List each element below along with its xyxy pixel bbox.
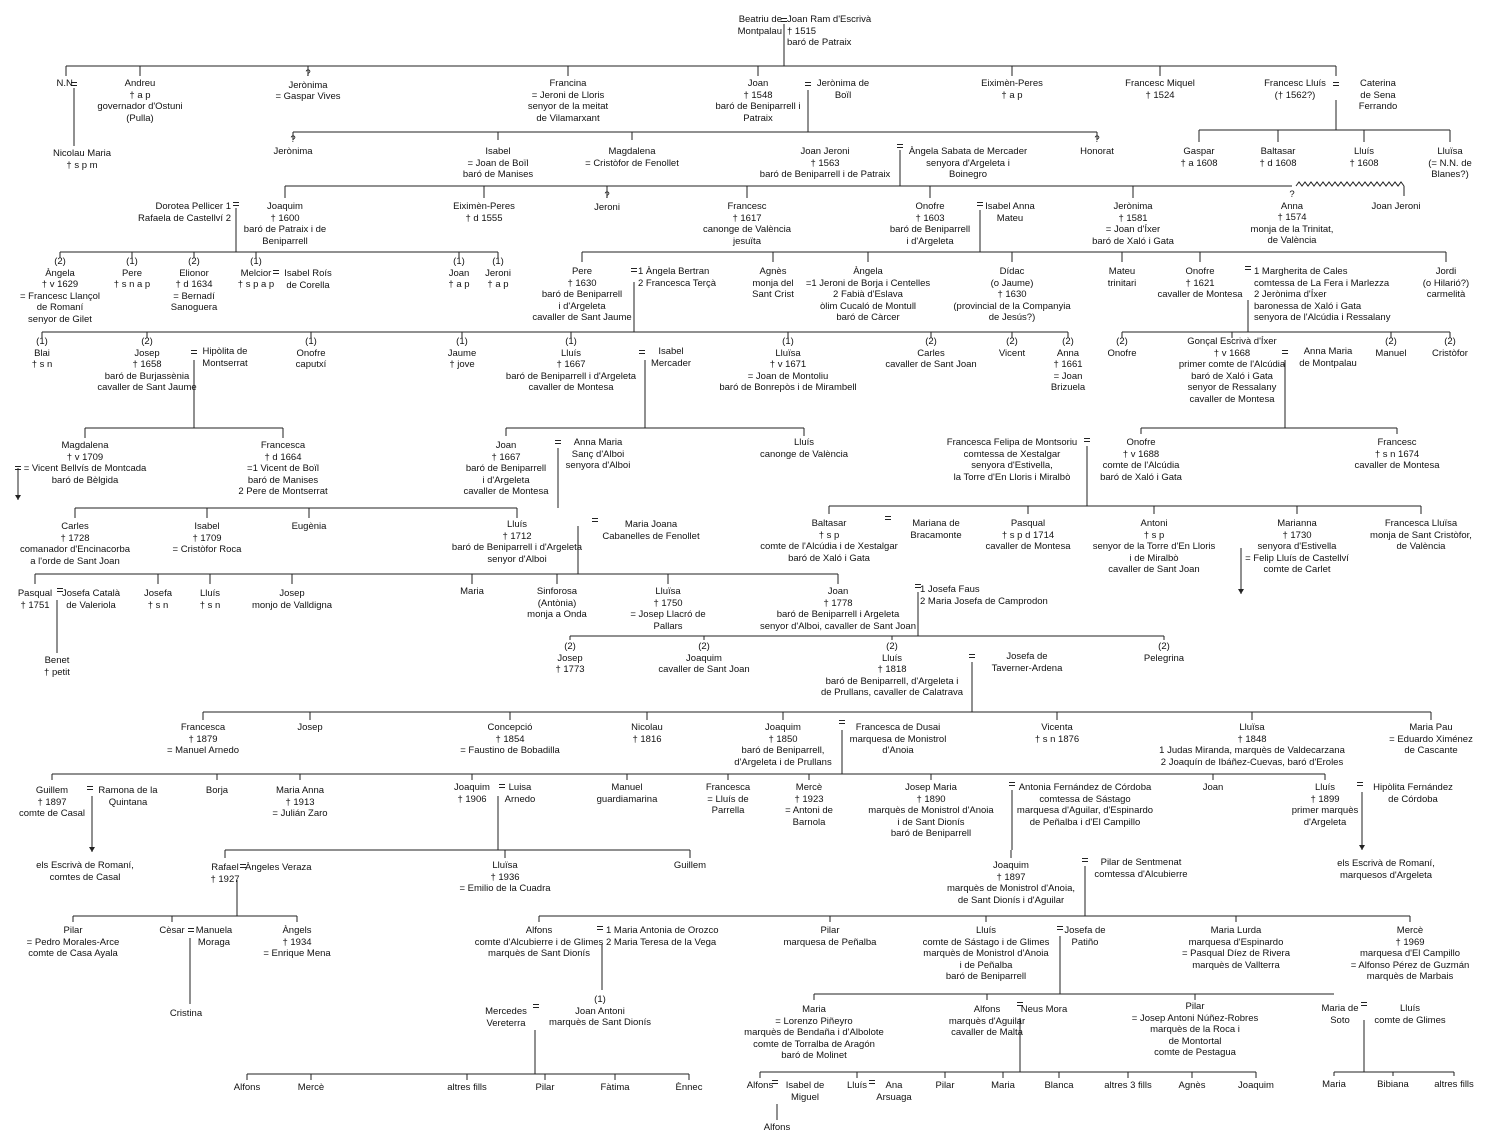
person-node: 1 Àngela Bertran 2 Francesca Terçà [638, 266, 716, 289]
person-node: Josefa † s n [144, 588, 172, 611]
person-node: Cristina [169, 1008, 203, 1019]
person-node: Francesca † d 1664 =1 Vicent de Boïl baró de Manises 2 Pere de Montserrat [238, 440, 328, 497]
person-node: Joaquim † 1906 [454, 782, 490, 805]
person-node: Alfons [746, 1080, 774, 1091]
person-node: Jerònima † 1581 = Joan d'Íxer baró de Xaló i Gata [1092, 201, 1174, 247]
person-node: Rafael † 1927 [210, 862, 240, 885]
person-node: Àngela =1 Jeroni de Borja i Centelles 2 Fabià d'Eslava òlim Cucaló de Montull baró de Càrcer [805, 266, 931, 323]
person-node: Guillem † 1897 comte de Casal [18, 785, 86, 819]
person-node: Jordi (o Hilarió?) carmelità [1422, 266, 1470, 300]
person-node: (1) Joan † a p [448, 256, 470, 290]
person-node: altres 3 fills [1104, 1080, 1152, 1091]
person-node: Sinforosa (Antònia) monja a Onda [527, 586, 587, 620]
person-node: Mateu trinitari [1107, 266, 1137, 289]
person-node: (1) Jeroni † a p [485, 256, 511, 290]
person-node: Baltasar † s p comte de l'Alcúdia i de Xestalgar baró de Xaló i Gata [760, 518, 898, 564]
person-node: Ènnec [675, 1082, 703, 1093]
person-node: Francesca de Dusai marquesa de Monistrol d'Anoia [849, 722, 947, 756]
person-node: Benet † petit [44, 655, 70, 678]
person-node: (2) Vicent [998, 336, 1026, 359]
person-node: (1) Blai † s n [31, 336, 53, 370]
person-node: Antonia Fernández de Córdoba comtessa de Sástago marquesa d'Aguilar, d'Espinardo de Peñalba i d'El Campillo [1016, 782, 1154, 828]
person-node: Joan Ram d'Escrivà † 1515 baró de Patraix [787, 14, 872, 48]
person-node: Bibiana [1377, 1079, 1409, 1090]
person-node: Lluís [846, 1080, 868, 1091]
person-node: Alfons marquès d'Aguilar cavaller de Malta [948, 1004, 1026, 1038]
person-node: Joan † 1778 baró de Beniparrell i Argeleta senyor d'Alboi, cavaller de Sant Joan [759, 586, 917, 632]
person-node: Borja [205, 785, 229, 796]
person-node: Àngels † 1934 = Enrique Mena [263, 925, 331, 959]
person-node: Maria de Soto [1321, 1003, 1359, 1026]
person-node: Eiximèn-Peres † d 1555 [453, 201, 515, 224]
arrow-icon [89, 847, 95, 852]
person-node: Manuel guardiamarina [596, 782, 658, 805]
person-node: (2) Onofre [1107, 336, 1137, 359]
person-node: ? Honorat [1080, 134, 1114, 157]
person-node: 1 Margherita de Cales comtessa de La Fera i Marlezza 2 Jerònima d'Íxer baronessa de Xaló i Gata senyora de l'Alcúdia i Ressalany [1254, 266, 1391, 323]
arrow-icon [15, 495, 21, 500]
person-node: Maria [991, 1080, 1015, 1091]
person-node: Francesc Miquel † 1524 [1125, 78, 1195, 101]
person-node: Francesca Felipa de Montsoriu comtessa de Xestalgar senyora d'Estivella, la Torre d'En Lloris i Miralbò [946, 437, 1078, 483]
person-node: Mercè † 1923 = Antoni de Barnola [785, 782, 833, 828]
person-node: Joan † 1667 baró de Beniparrell i d'Argeleta cavaller de Montesa [463, 440, 549, 497]
person-node: Maria Lurda marquesa d'Espinardo = Pasqual Díez de Rivera marquès de Vallterra [1182, 925, 1290, 971]
person-node: Fàtima [600, 1082, 630, 1093]
person-node: (1) Lluïsa † v 1671 = Joan de Montoliu baró de Bonrepòs i de Mirambell [719, 336, 857, 393]
person-node: els Escrivà de Romaní, marquesos d'Argeleta [1337, 858, 1435, 881]
person-node: Ana Arsuaga [876, 1080, 912, 1103]
person-node: Lluís † 1608 [1349, 146, 1379, 169]
person-node: Mariana de Bracamonte [910, 518, 962, 541]
person-node: Nicolau Maria † s p m [52, 148, 112, 171]
person-node: Joaquim † 1600 baró de Patraix i de Beniparrell [243, 201, 327, 247]
person-node: Lluís comte de Sástago i de Glimes marquès de Monistrol d'Anoia i de Peñalba baró de Beniparrell [922, 925, 1050, 982]
person-node: Onofre † v 1688 comte de l'Alcúdia baró de Xaló i Gata [1100, 437, 1182, 483]
person-node: ? Jerònima [273, 134, 313, 157]
person-node: Pasqual † 1751 [17, 588, 53, 611]
person-node: Marianna † 1730 senyora d'Estivella = Felip Lluís de Castellví comte de Carlet [1245, 518, 1349, 575]
person-node: Antoni † s p senyor de la Torre d'En Lloris i de Miralbò cavaller de Sant Joan [1092, 518, 1216, 575]
person-node: Pilar de Sentmenat comtessa d'Alcubierre [1094, 857, 1188, 880]
person-node: Lluïsa (= N.N. de Blanes?) [1428, 146, 1472, 180]
person-node: Cèsar [159, 925, 185, 936]
person-node: Francesca Lluïsa monja de Sant Cristòfor, de València [1370, 518, 1472, 552]
person-node: (2) Elionor † d 1634 = Bernadí Sanoguera [170, 256, 218, 313]
person-node: ? Jerònima = Gaspar Vives [275, 68, 341, 102]
person-node: Francesc † s n 1674 cavaller de Montesa [1354, 437, 1440, 471]
person-node: Joan Jeroni [1371, 201, 1421, 212]
wavy-connector [1296, 182, 1404, 186]
person-node: (2) Joaquim cavaller de Sant Joan [658, 641, 750, 675]
person-node: Joaquim † 1850 baró de Beniparrell, d'Argeleta i de Prullans [734, 722, 832, 768]
person-node: Maria [460, 586, 484, 597]
person-node: Eugènia [291, 521, 327, 532]
person-node: Joaquim [1238, 1080, 1274, 1091]
person-node: Francesc Lluís († 1562?) [1264, 78, 1326, 101]
person-node: Lluís canonge de València [759, 437, 849, 460]
person-node: Guillem [673, 860, 707, 871]
person-node: altres fills [1434, 1079, 1474, 1090]
person-node: Pere † 1630 baró de Beniparrell i d'Argeleta cavaller de Sant Jaume [532, 266, 632, 323]
person-node: Andreu † a p governador d'Ostuni (Pulla) [97, 78, 183, 124]
person-node: 1 Josefa Faus 2 Maria Josefa de Camprodon [920, 584, 1048, 607]
person-node: Alfons comte d'Alcubierre i de Glimes marquès de Sant Dionís [474, 925, 604, 959]
person-node: Àngeles Veraza [245, 862, 312, 873]
person-node: Eiximèn-Peres † a p [981, 78, 1043, 101]
person-node: Joan [1202, 782, 1224, 793]
person-node: Neus Mora [1020, 1004, 1068, 1015]
person-node: Pilar = Pedro Morales-Arce comte de Casa Ayala [26, 925, 120, 959]
person-node: (2) Cristòfor [1432, 336, 1468, 359]
person-node: Caterina de Sena Ferrando [1358, 78, 1398, 112]
person-node: Blanca [1044, 1080, 1074, 1091]
person-node: (1) Jaume † jove [447, 336, 477, 370]
person-node: Àngela Sabata de Mercader senyora d'Argeleta i Boinegro [908, 146, 1028, 180]
person-node: Luisa Arnedo [504, 782, 536, 805]
person-node: Alfons [233, 1082, 261, 1093]
person-node: Ramona de la Quintana [98, 785, 158, 808]
person-node: Dorotea Pellicer 1 Rafaela de Castellví 2 [138, 201, 231, 224]
person-node: Isabel Mercader [650, 346, 692, 369]
person-node: Isabel = Joan de Boïl baró de Manises [462, 146, 534, 180]
person-node: Hipòlita de Montserrat [202, 346, 248, 369]
person-node: ? Jeroni [594, 190, 620, 213]
person-node: Vicenta † s n 1876 [1034, 722, 1080, 745]
person-node: Lluís † 1899 primer marquès d'Argeleta [1291, 782, 1359, 828]
person-node: Lluïsa † 1936 = Emilio de la Cuadra [459, 860, 551, 894]
person-node: Alfons [763, 1122, 791, 1133]
person-node: (2) Josep † 1658 baró de Burjassènia cavaller de Sant Jaume [97, 336, 197, 393]
person-node: Mercedes Vereterra [485, 1006, 527, 1029]
person-node: els Escrivà de Romaní, comtes de Casal [36, 860, 134, 883]
person-node: (2) Manuel [1375, 336, 1407, 359]
person-node: Francina = Jeroni de Lloris senyor de la meitat de Vilamarxant [527, 78, 609, 124]
person-node: ? Anna † 1574 monja de la Trinitat, de València [1250, 189, 1334, 246]
person-node: (2) Lluís † 1818 baró de Beniparrell, d'Argeleta i de Prullans, cavaller de Calatrava [820, 641, 964, 698]
person-node: (1) Melcior † s p a p [237, 256, 275, 290]
person-node: (1) Onofre caputxí [295, 336, 327, 370]
person-node: Lluís comte de Glimes [1374, 1003, 1446, 1026]
person-node: Onofre † 1603 baró de Beniparrell i d'Argeleta [889, 201, 971, 247]
person-node: (2) Àngela † v 1629 = Francesc Llançol de Romaní senyor de Gilet [20, 256, 100, 325]
person-node: Maria Anna † 1913 = Julián Zaro [272, 785, 328, 819]
person-node: Isabel † 1709 = Cristòfor Roca [172, 521, 242, 555]
person-node: (1) Lluís † 1667 baró de Beniparrell i d'Argeleta cavaller de Montesa [505, 336, 637, 393]
person-node: Josefa Català de Valeriola [61, 588, 121, 611]
person-node: Mercè [297, 1082, 325, 1093]
person-node: Josep Maria † 1890 marquès de Monistrol d'Anoia i de Sant Dionís baró de Beniparrell [868, 782, 994, 839]
person-node: Nicolau † 1816 [631, 722, 663, 745]
person-node: Gonçal Escrivà d'Íxer † v 1668 primer comte de l'Alcúdia baró de Xaló i Gata senyor de Ressalany cavaller de Montesa [1178, 336, 1286, 405]
person-node: Lluís † s n [199, 588, 221, 611]
person-node: Maria [1322, 1079, 1346, 1090]
person-node: Pilar marquesa de Peñalba [783, 925, 877, 948]
person-node: Magdalena = Cristòfor de Fenollet [585, 146, 679, 169]
person-node: Dídac (o Jaume) † 1630 (provincial de la Companyia de Jesús?) [953, 266, 1071, 323]
person-node: Pilar [535, 1082, 555, 1093]
person-node: Jerònima de Boïl [816, 78, 870, 101]
person-node: Gaspar † a 1608 [1180, 146, 1218, 169]
person-node: Agnès monja del Sant Crist [752, 266, 794, 300]
person-node: Maria = Lorenzo Piñeyro marquès de Bendaña i d'Albolote comte de Torralba de Aragón baró de Molinet [744, 1004, 884, 1061]
person-node: Isabel de Miguel [785, 1080, 825, 1103]
person-node: Lluís † 1712 baró de Beniparrell i d'Argeleta senyor d'Alboi [451, 519, 583, 565]
person-node: Mercè † 1969 marquesa d'El Campillo = Alfonso Pérez de Guzmán marquès de Marbais [1350, 925, 1470, 982]
person-node: Joaquim † 1897 marquès de Monistrol d'Anoia, de Sant Dionís i d'Aguilar [946, 860, 1076, 906]
person-node: 1 Maria Antonia de Orozco 2 Maria Teresa de la Vega [606, 925, 719, 948]
person-node: (2) Carles cavaller de Sant Joan [885, 336, 977, 370]
person-node: Francesca = Lluís de Parrella [705, 782, 751, 816]
person-node: Lluïsa † 1848 1 Judas Miranda, marquès de Valdecarzana 2 Joaquín de Ibáñez-Cuevas, baró d'Eroles [1159, 722, 1345, 768]
person-node: (2) Anna † 1661 = Joan Brizuela [1050, 336, 1086, 393]
person-node: Maria Pau = Eduardo Ximénez de Cascante [1389, 722, 1473, 756]
person-node: Francesca † 1879 = Manuel Arnedo [166, 722, 240, 756]
person-node: Josep [297, 722, 323, 733]
person-node: Manuela Moraga [195, 925, 233, 948]
person-node: Josefa de Patiño [1064, 925, 1106, 948]
person-node: altres fills [447, 1082, 487, 1093]
person-node: Carles † 1728 comanador d'Encinacorba a l'orde de Sant Joan [19, 521, 131, 567]
person-node: Beatriu de Montpalau [737, 14, 782, 37]
person-node: Agnès [1178, 1080, 1206, 1091]
person-node: Pilar [935, 1080, 955, 1091]
person-node: (1) Joan Antoni marquès de Sant Dionís [549, 994, 651, 1028]
person-node: Pasqual † s p d 1714 cavaller de Montesa [985, 518, 1071, 552]
person-node: Josep monjo de Valldigna [251, 588, 333, 611]
person-node: Anna Maria Sanç d'Alboi senyora d'Alboi [565, 437, 631, 471]
person-node: (2) Pelegrina [1143, 641, 1185, 664]
person-node: Joan † 1548 baró de Beniparrell i Patraix [715, 78, 801, 124]
person-node: Josefa de Taverner-Ardena [991, 651, 1063, 674]
person-node: Anna Maria de Montpalau [1299, 346, 1357, 369]
person-node: Maria Joana Cabanelles de Fenollet [602, 519, 700, 542]
person-node: Lluïsa † 1750 = Josep Llacró de Pallars [630, 586, 706, 632]
arrow-icon [1238, 589, 1244, 594]
person-node: Pilar = Josep Antoni Núñez-Robres marquès de la Roca i de Montortal comte de Pestagua [1131, 1001, 1259, 1058]
person-node: (2) Josep † 1773 [555, 641, 585, 675]
person-node: Baltasar † d 1608 [1259, 146, 1297, 169]
person-node: Isabel Anna Mateu [985, 201, 1035, 224]
person-node: Francesc † 1617 canonge de València jesuïta [702, 201, 792, 247]
person-node: (1) Pere † s n a p [113, 256, 151, 290]
arrow-icon [1359, 845, 1365, 850]
person-node: Concepció † 1854 = Faustino de Bobadilla [460, 722, 560, 756]
person-node: Joan Jeroni † 1563 baró de Beniparrell i de Patraix [759, 146, 891, 180]
person-node: Hipòlita Fernández de Córdoba [1373, 782, 1453, 805]
person-node: Onofre † 1621 cavaller de Montesa [1157, 266, 1243, 300]
person-node: Magdalena † v 1709 = Vicent Bellvís de Montcada baró de Bèlgida [23, 440, 147, 486]
person-node: Isabel Roís de Corella [284, 268, 332, 291]
person-node: N.N. [56, 78, 76, 89]
